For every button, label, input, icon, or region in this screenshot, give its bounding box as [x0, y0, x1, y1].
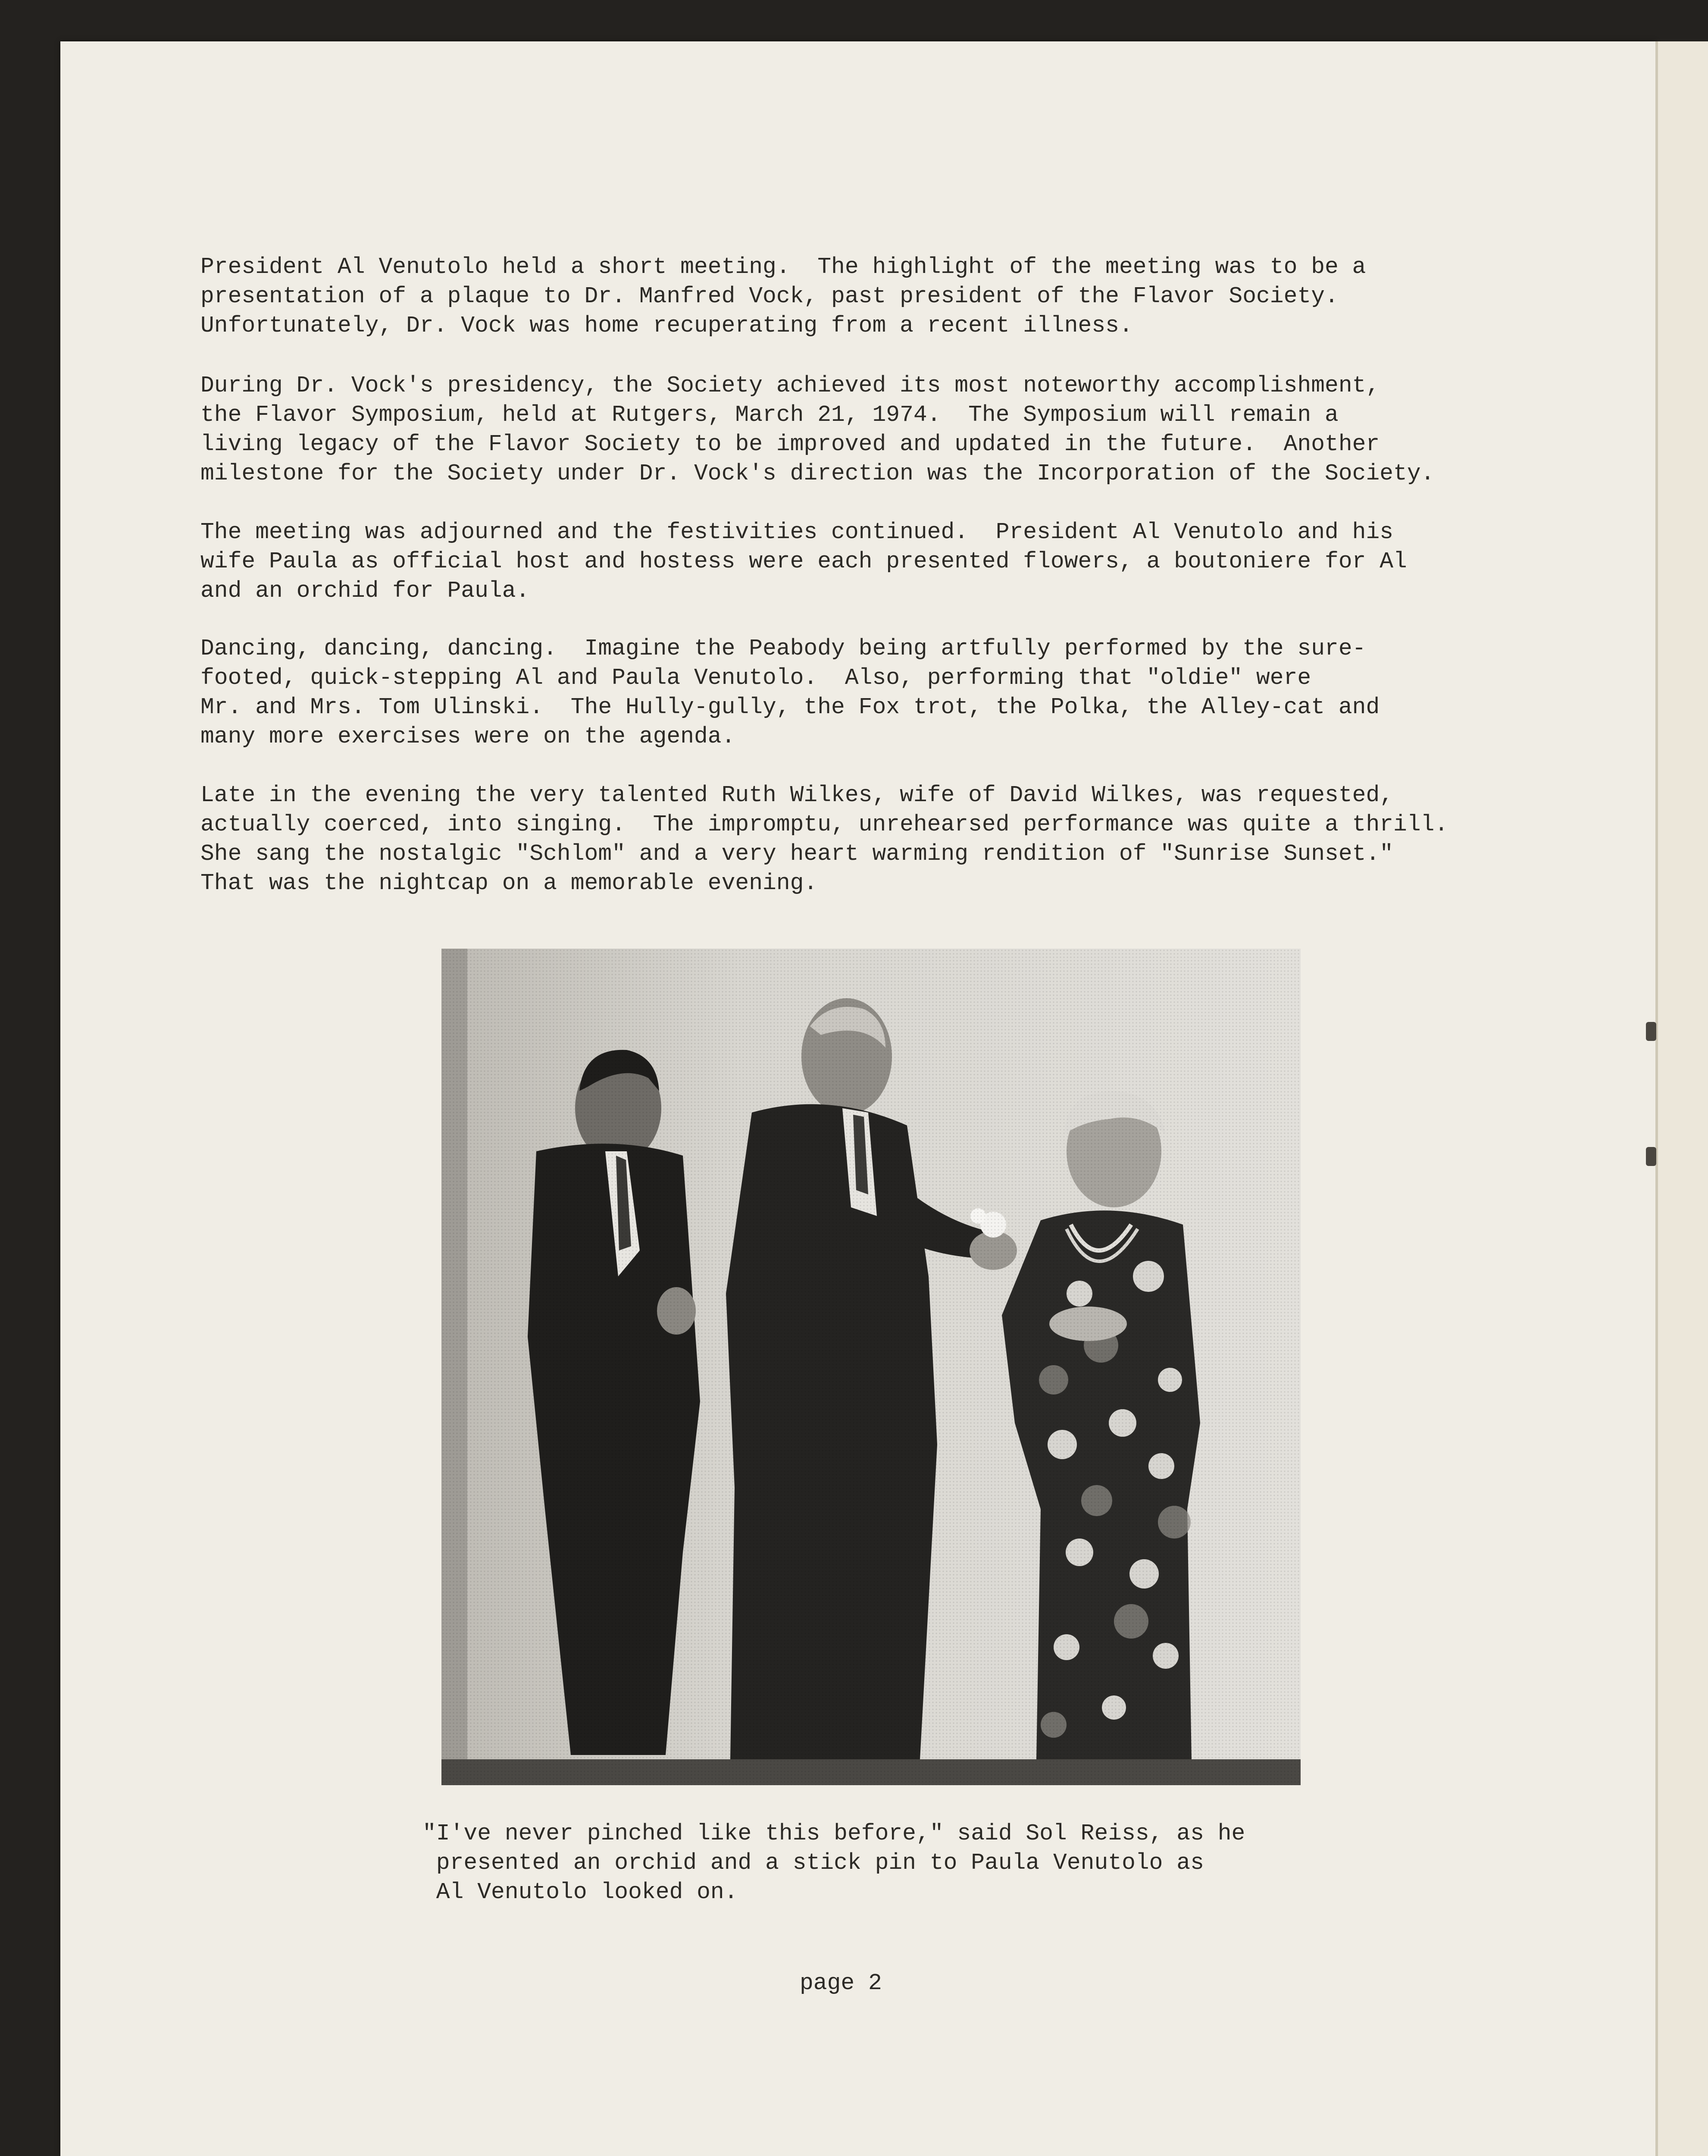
paragraph-dancing: Dancing, dancing, dancing. Imagine the Peabody being artfully performed by the sure- footed, quick-stepping Al and Paula Venutolo. Also, performing that "oldie" were Mr. and Mrs. Tom Ulinski. The Hully-gully, the Fox trot, the Polka, the Alley-cat and many more exercises were on the agenda. [200, 636, 1380, 749]
binding-staple-bottom [1646, 1147, 1656, 1166]
halftone-screen [441, 949, 1301, 1785]
event-photograph [441, 949, 1301, 1785]
photo-illustration [441, 949, 1301, 1785]
binding-staple-top [1646, 1022, 1656, 1041]
adjacent-page-edge [1655, 41, 1708, 2156]
paragraph-singing: Late in the evening the very talented Ruth Wilkes, wife of David Wilkes, was requested, actually coerced, into singing. The impromptu, unrehearsed performance was quite a thrill. She sang the nostalgic "Schlom" and a very heart warming rendition of "Sunrise Sunset." That was the nightcap on a memorable evening. [200, 782, 1448, 896]
paragraph-festivities: The meeting was adjourned and the festivities continued. President Al Venutolo and his wife Paula as official host and hostess were each presented flowers, a boutoniere for Al and an orchid for Paula. [200, 519, 1407, 604]
paragraph-vock-presidency: During Dr. Vock's presidency, the Society achieved its most noteworthy accomplishment, the Flavor Symposium, held at Rutgers, March 21, 1974. The Symposium will remain a living legacy of the Flavor Society to be improved and updated in the future. Another milestone for the Society under Dr. Vock's direction was the Incorporation of the Society. [200, 373, 1435, 486]
paragraph-meeting: President Al Venutolo held a short meeting. The highlight of the meeting was to be a presentation of a plaque to Dr. Manfred Vock, past president of the Flavor Society. Unfortunately, Dr. Vock was home recuperating from a recent illness. [200, 254, 1366, 338]
photo-caption: "I've never pinched like this before," said Sol Reiss, as he presented an orchid and a stick pin to Paula Venutolo as Al Venutolo looked on. [422, 1821, 1245, 1905]
page-number: page 2 [800, 1970, 882, 1996]
